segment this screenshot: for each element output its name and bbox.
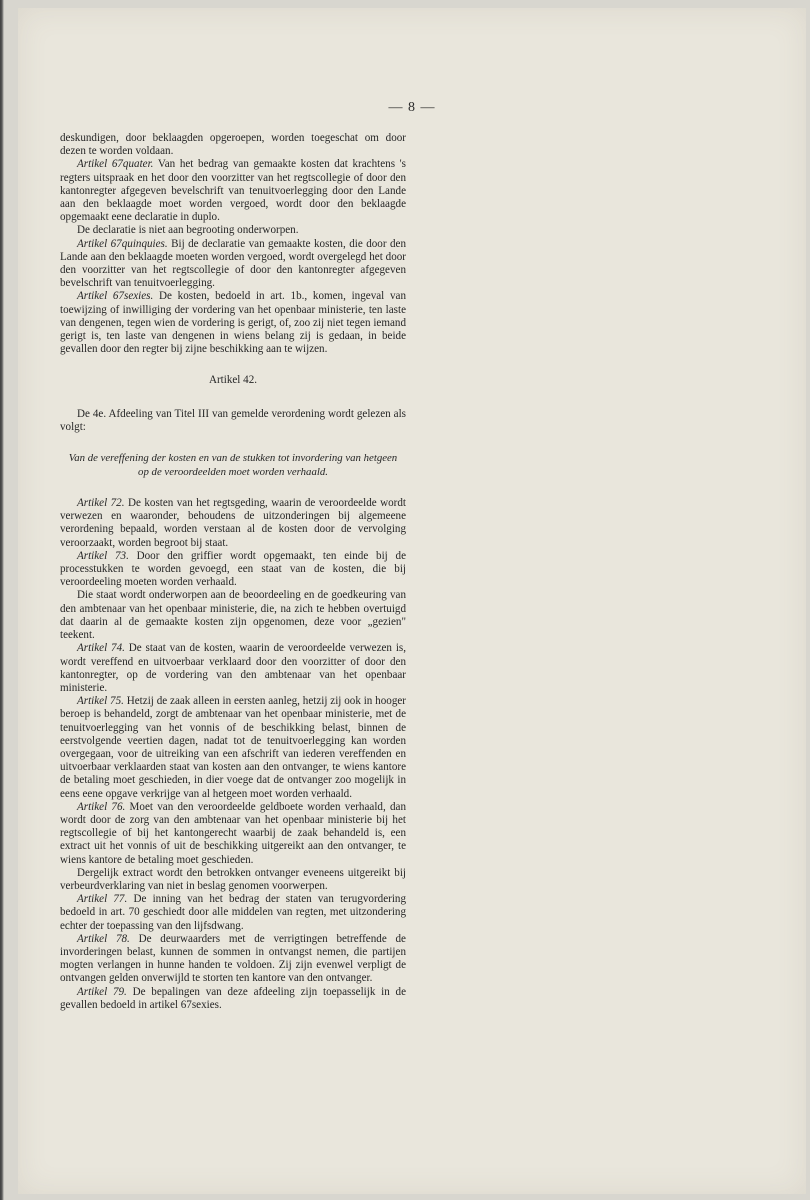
- article-label: Artikel 67quater.: [77, 158, 154, 171]
- article-label: Artikel 73.: [77, 549, 129, 562]
- article-paragraph: [60, 695, 406, 801]
- article-text: De deurwaarders met de verrigtingen betreffende de invorderingen belast, kunnen de sommen in ontvangst nemen, die partijen mogten verlangen in hunne handen te voldoen. Zij zijn evenwel verpligt de ontvangen gelden onverwijld te storten ten kantore van den ontvanger.: [60, 932, 406, 985]
- article-label: Artikel 67quinquies.: [77, 237, 168, 250]
- page-number: — 8 —: [388, 100, 436, 115]
- body-text: [60, 132, 406, 1012]
- paragraph: Dergelijk extract wordt den betrokken ontvanger eveneens uitgereikt bij verbeurdverklaring van niet in beslag genomen voorwerpen.: [60, 866, 406, 892]
- article-paragraph: [60, 550, 406, 590]
- article-label: Artikel 75.: [77, 695, 124, 708]
- article-text: Van het bedrag van gemaakte kosten dat krachtens 's regters uitspraak en het door den voorzitter van het regtscollegie of door den kantonregter afgegeven bevelschrift van tenuitvoerlegging door den Lande aan den beklaagde moet worden vergoed, wordt door den beklaagde opgemaakt eene declaratie in duplo.: [60, 158, 406, 224]
- article-label: Artikel 74.: [77, 642, 125, 655]
- paragraph: De declaratie is niet aan begrooting onderworpen.: [77, 224, 299, 237]
- article-paragraph: [60, 290, 406, 356]
- article-text: De staat van de kosten, waarin de veroordeelde verwezen is, wordt vereffend en uitvoerbaar verklaard door den voorzitter of door den kantonregter, op de vordering van den ambtenaar van het openbaar ministerie.: [60, 642, 406, 694]
- article-text: De bepalingen van deze afdeeling zijn toepasselijk in de gevallen bedoeld in artikel 67sexies.: [60, 985, 406, 1011]
- article-text: De kosten van het regtsgeding, waarin de veroordeelde wordt verwezen en waaronder, behoudens de uitzonderingen bij algemeene verordening bepaald, worden verstaan al de kosten door de vervolging veroorzaakt, worden begroot bij staat.: [60, 497, 406, 549]
- article-text: Door den griffier wordt opgemaakt, ten einde bij de processtukken te worden gevoegd, een staat van de kosten, die bij veroordeeling moeten worden verhaald.: [60, 549, 406, 589]
- article-text: Moet van den veroordeelde geldboete worden verhaald, dan wordt door de zorg van den ambtenaar van het openbaar ministerie bij het regtscollegie of bij het kantongerecht waarbij de zaak behandeld is, een extract uit het vonnis of uit de beschikking uitgereikt aan den ontvanger, te wiens kantore de betaling moet geschieden.: [60, 800, 406, 866]
- article-paragraph: [60, 986, 406, 1012]
- article-label: Artikel 67sexies.: [77, 290, 154, 303]
- article-paragraph: [60, 158, 406, 224]
- article-paragraph: [60, 238, 406, 291]
- paragraph: Die staat wordt onderworpen aan de beoordeeling en de goedkeuring van den ambtenaar van het openbaar ministerie, die, na zich te hebben overtuigd dat daarin al de gemaakte kosten zijn opgenomen, deze voor „gezien" teekent.: [60, 589, 406, 642]
- article-paragraph: [60, 801, 406, 867]
- section-title: Van de vereffening der kosten en van de stukken tot invordering van hetgeen op de veroordeelden moet worden verhaald.: [68, 452, 398, 478]
- article-paragraph: [60, 933, 406, 986]
- article-text: De inning van het bedrag der staten van terugvordering bedoeld in art. 70 geschiedt door alle middelen van regten, met uitzondering echter der toepassing van den lijfsdwang.: [60, 893, 406, 932]
- article-label: Artikel 78.: [77, 932, 130, 945]
- article-label: Artikel 77.: [77, 893, 128, 906]
- article-text: Hetzij de zaak alleen in eersten aanleg, hetzij zij ook in hooger beroep is behandeld, zorgt de ambtenaar van het openbaar ministerie, met de tenuitvoerlegging van het vonnis of de beschikking belast, binnen de eerstvolgende veertien dagen, nadat tot de tenuitvoerlegging kan worden overgegaan, voor de uitreiking van een afschrift van iederen vereffenden en uitvoerbaar verklaarden staat van kosten aan den ontvanger, te wiens kantore de betaling moet geschieden, in dier voege dat de ontvanger zoo mogelijk in eens eene opgave verkrijge van al hetgeen moet worden verhaald.: [60, 695, 406, 800]
- article-text: De kosten, bedoeld in art. 1b., komen, ingeval van toewijzing of inwilliging der vordering van het openbaar ministerie, ten laste van dengenen, tegen wien de vordering is gerigt, of, zoo zij niet tegen iemand gerigt is, ten laste van dengenen in wiens belang zij is gedaan, in beide gevallen door den regter bij zijne beschikking aan te wijzen.: [60, 290, 406, 356]
- article-label: Artikel 72.: [77, 497, 125, 510]
- article-paragraph: [60, 497, 406, 550]
- article-heading: Artikel 42.: [208, 374, 258, 387]
- paragraph: De 4e. Afdeeling van Titel III van gemelde verordening wordt gelezen als volgt:: [60, 407, 406, 433]
- article-label: Artikel 79.: [77, 985, 127, 998]
- paragraph: deskundigen, door beklaagden opgeroepen, worden toegeschat om door dezen te worden voldaan.: [60, 132, 406, 158]
- article-text: Bij de declaratie van gemaakte kosten, die door den Lande aan den beklaagde moeten worden vergoed, wordt overgelegd het door den voorzitter van het regtscollegie of door den kantonregter afgegeven bevelschrift van tenuitvoerlegging.: [60, 237, 406, 290]
- article-label: Artikel 76.: [77, 800, 126, 813]
- article-paragraph: [60, 642, 406, 695]
- article-paragraph: [60, 893, 406, 933]
- document-page: [18, 8, 806, 1194]
